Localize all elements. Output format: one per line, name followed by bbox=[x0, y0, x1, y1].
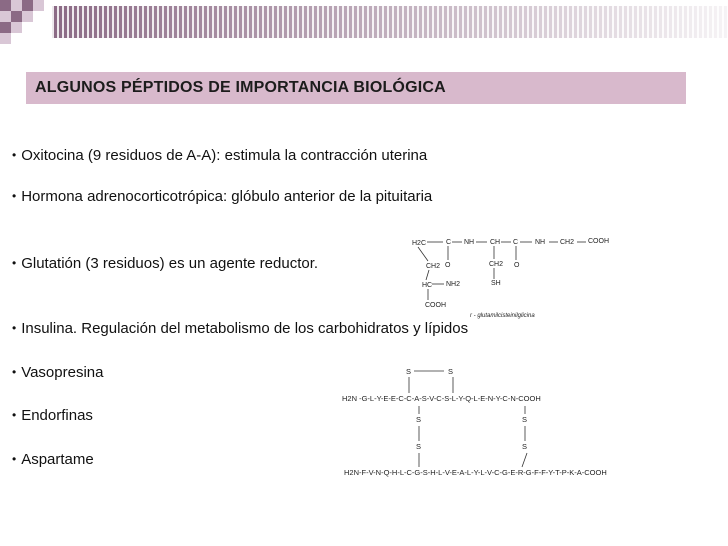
bullet-text: Vasopresina bbox=[21, 364, 104, 381]
chem-o-b: O bbox=[514, 262, 520, 269]
chem-nh2: NH2 bbox=[446, 281, 461, 288]
disulfide-s-2b: S bbox=[522, 442, 528, 451]
chem-h2c: H2C bbox=[412, 240, 427, 247]
bullet-text: Hormona adrenocorticotrópica: glóbulo anterior de la pituitaria bbox=[21, 188, 433, 205]
header-stripe-band bbox=[52, 6, 728, 38]
chain-a-sequence: H2N -G-L-Y-E-E-C-C-A-S-V-C-S-L-Y-Q-L-E-N-Y-C-N-COOH bbox=[342, 394, 541, 403]
bullet-insulina bbox=[12, 320, 468, 337]
chem-sh: SH bbox=[491, 280, 501, 287]
bullet-dot: • bbox=[12, 189, 17, 203]
bullet-text: Insulina. Regulación del metabolismo de los carbohidratos y lípidos bbox=[21, 320, 469, 337]
bullet-dot: • bbox=[12, 321, 17, 335]
bullet-hormona bbox=[12, 188, 432, 205]
chem-cooh-end: COOH bbox=[588, 238, 609, 245]
bullet-text: Endorfinas bbox=[21, 407, 93, 424]
chem-caption: r - glutamilcisteinilglicina bbox=[470, 313, 535, 319]
peptide-chain-b bbox=[342, 404, 642, 480]
bullet-text: Oxitocina (9 residuos de A-A): estimula la contracción uterina bbox=[21, 147, 428, 164]
bullet-glutation bbox=[12, 255, 318, 272]
bullet-dot: • bbox=[12, 256, 17, 270]
corner-decoration bbox=[0, 0, 60, 44]
disulfide-s-right: S bbox=[448, 367, 454, 376]
chem-c2: C bbox=[513, 239, 519, 246]
bullet-text: Aspartame bbox=[21, 451, 94, 468]
chain-b-sequence: H2N-F-V-N-Q-H-L-C-G-S-H-L-V-E-A-L-Y-L-V-C-G-E-R-G-F-F-Y-T-P-K-A-COOH bbox=[344, 468, 607, 477]
chem-nh1: NH bbox=[464, 239, 475, 246]
glutathione-structure bbox=[410, 234, 610, 320]
page-title: ALGUNOS PÉPTIDOS DE IMPORTANCIA BIOLÓGICA bbox=[35, 79, 446, 96]
chem-hc: HC bbox=[422, 282, 433, 289]
chem-nh2-link: NH bbox=[535, 239, 546, 246]
disulfide-s-1b: S bbox=[416, 442, 422, 451]
bullet-dot: • bbox=[12, 365, 17, 379]
chem-ch2-b: CH2 bbox=[489, 261, 504, 268]
peptide-chain-a bbox=[338, 363, 578, 405]
bullet-oxitocina bbox=[12, 147, 427, 164]
chem-ch2-a: CH2 bbox=[426, 263, 441, 270]
chem-o-a: O bbox=[445, 262, 451, 269]
bullet-vasopresina bbox=[12, 364, 103, 381]
chem-ch: CH bbox=[490, 239, 501, 246]
chem-cooh: COOH bbox=[425, 302, 446, 309]
bullet-endorfinas bbox=[12, 407, 93, 424]
bullet-dot: • bbox=[12, 148, 17, 162]
chem-c1: C bbox=[446, 239, 452, 246]
title-bar bbox=[26, 72, 686, 104]
chem-ch2-end: CH2 bbox=[560, 239, 575, 246]
bullet-dot: • bbox=[12, 452, 17, 466]
disulfide-s-left: S bbox=[406, 367, 412, 376]
bullet-aspartame bbox=[12, 451, 94, 468]
disulfide-s-2a: S bbox=[522, 415, 528, 424]
bullet-text: Glutatión (3 residuos) es un agente reductor. bbox=[21, 255, 319, 272]
disulfide-s-1a: S bbox=[416, 415, 422, 424]
bullet-dot: • bbox=[12, 408, 17, 422]
